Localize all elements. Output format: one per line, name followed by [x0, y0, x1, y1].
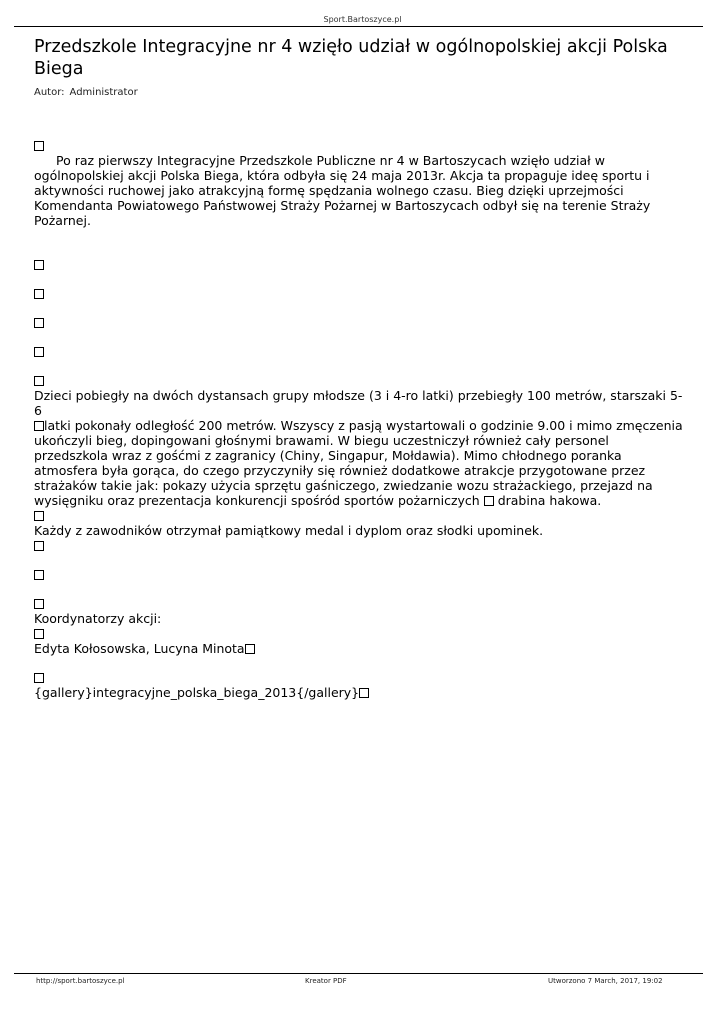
footer-divider — [14, 973, 703, 974]
missing-glyph-icon — [34, 260, 44, 270]
missing-glyph-icon — [34, 421, 44, 431]
author-value: Administrator — [69, 87, 138, 98]
author-label: Autor: — [34, 87, 65, 98]
article-title: Przedszkole Integracyjne nr 4 wzięło udział w ogólnopolskiej akcji Polska Biega — [34, 37, 668, 79]
header-divider — [14, 26, 703, 27]
footer-url[interactable]: http://sport.bartoszyce.pl — [36, 977, 125, 985]
medal-paragraph: Każdy z zawodników otrzymał pamiątkowy medal i dyplom oraz słodki upominek. — [34, 523, 544, 538]
missing-glyph-icon — [484, 496, 494, 506]
intro-paragraph: Po raz pierwszy Integracyjne Przedszkole Publiczne nr 4 w Bartoszycach wzięło udział w ogólnopolskiej akcji Polska Biega, która odbyła się 24 maja 2013r. Akcja ta propaguje ideę sportu i aktywności ruchowej jako atrakcyjną formę spędzania wolnego czasu. Bieg dzięki uprzejmości Komendanta Powiatowego Państwowej Straży Pożarnej w Bartoszycach odbył się na terenie Straży Pożarnej. — [34, 153, 651, 228]
site-header: Sport.Bartoszyce.pl — [323, 15, 402, 24]
missing-glyph-icon — [34, 570, 44, 580]
missing-glyph-icon — [34, 289, 44, 299]
missing-glyph-icon — [245, 644, 255, 654]
missing-glyph-icon — [34, 541, 44, 551]
gallery-line — [34, 685, 686, 700]
missing-glyph-icon — [34, 376, 44, 386]
missing-glyph-icon — [359, 688, 369, 698]
missing-glyph-icon — [34, 629, 44, 639]
coordinators-line — [34, 641, 686, 656]
coordinators-names: Edyta Kołosowska, Lucyna Minota — [34, 641, 245, 656]
race-paragraph — [34, 388, 686, 508]
article-body — [34, 138, 686, 700]
missing-glyph-icon — [34, 511, 44, 521]
race-paragraph-part-3: drabina hakowa. — [497, 493, 602, 508]
gallery-tag: {gallery}integracyjne_polska_biega_2013{/gallery} — [34, 685, 360, 700]
author-line — [34, 87, 138, 98]
coordinators-label: Koordynatorzy akcji: — [34, 611, 162, 626]
missing-glyph-icon — [34, 318, 44, 328]
race-paragraph-part-2: latki pokonały odległość 200 metrów. Wszyscy z pasją wystartowali o godzinie 9.00 i mimo zmęczenia ukończyli bieg, dopingowani głośnymi brawami. W biegu uczestniczył również cały personel przedszkola wraz z gośćmi z zagranicy (Chiny, Singapur, Mołdawia). Mimo chłodnego poranka atmosfera była gorąca, do czego przyczyniły się również dodatkowe atrakcje przygotowane przez strażaków takie jak: pokazy użycia sprzętu gaśniczego, zwiedzanie wozu strażackiego, przejazd na wysięgniku oraz prezentacja konkurencji spośród sportów pożarniczych — [34, 418, 683, 508]
missing-glyph-icon — [34, 599, 44, 609]
missing-glyph-icon — [34, 673, 44, 683]
race-paragraph-part-1: Dzieci pobiegły na dwóch dystansach grupy młodsze (3 i 4-ro latki) przebiegły 100 metrów, starszaki 5-6 — [34, 388, 683, 418]
missing-glyph-icon — [34, 141, 44, 151]
footer-generator: Kreator PDF — [305, 977, 347, 985]
missing-glyph-icon — [34, 347, 44, 357]
footer-created: Utworzono 7 March, 2017, 19:02 — [548, 977, 663, 985]
